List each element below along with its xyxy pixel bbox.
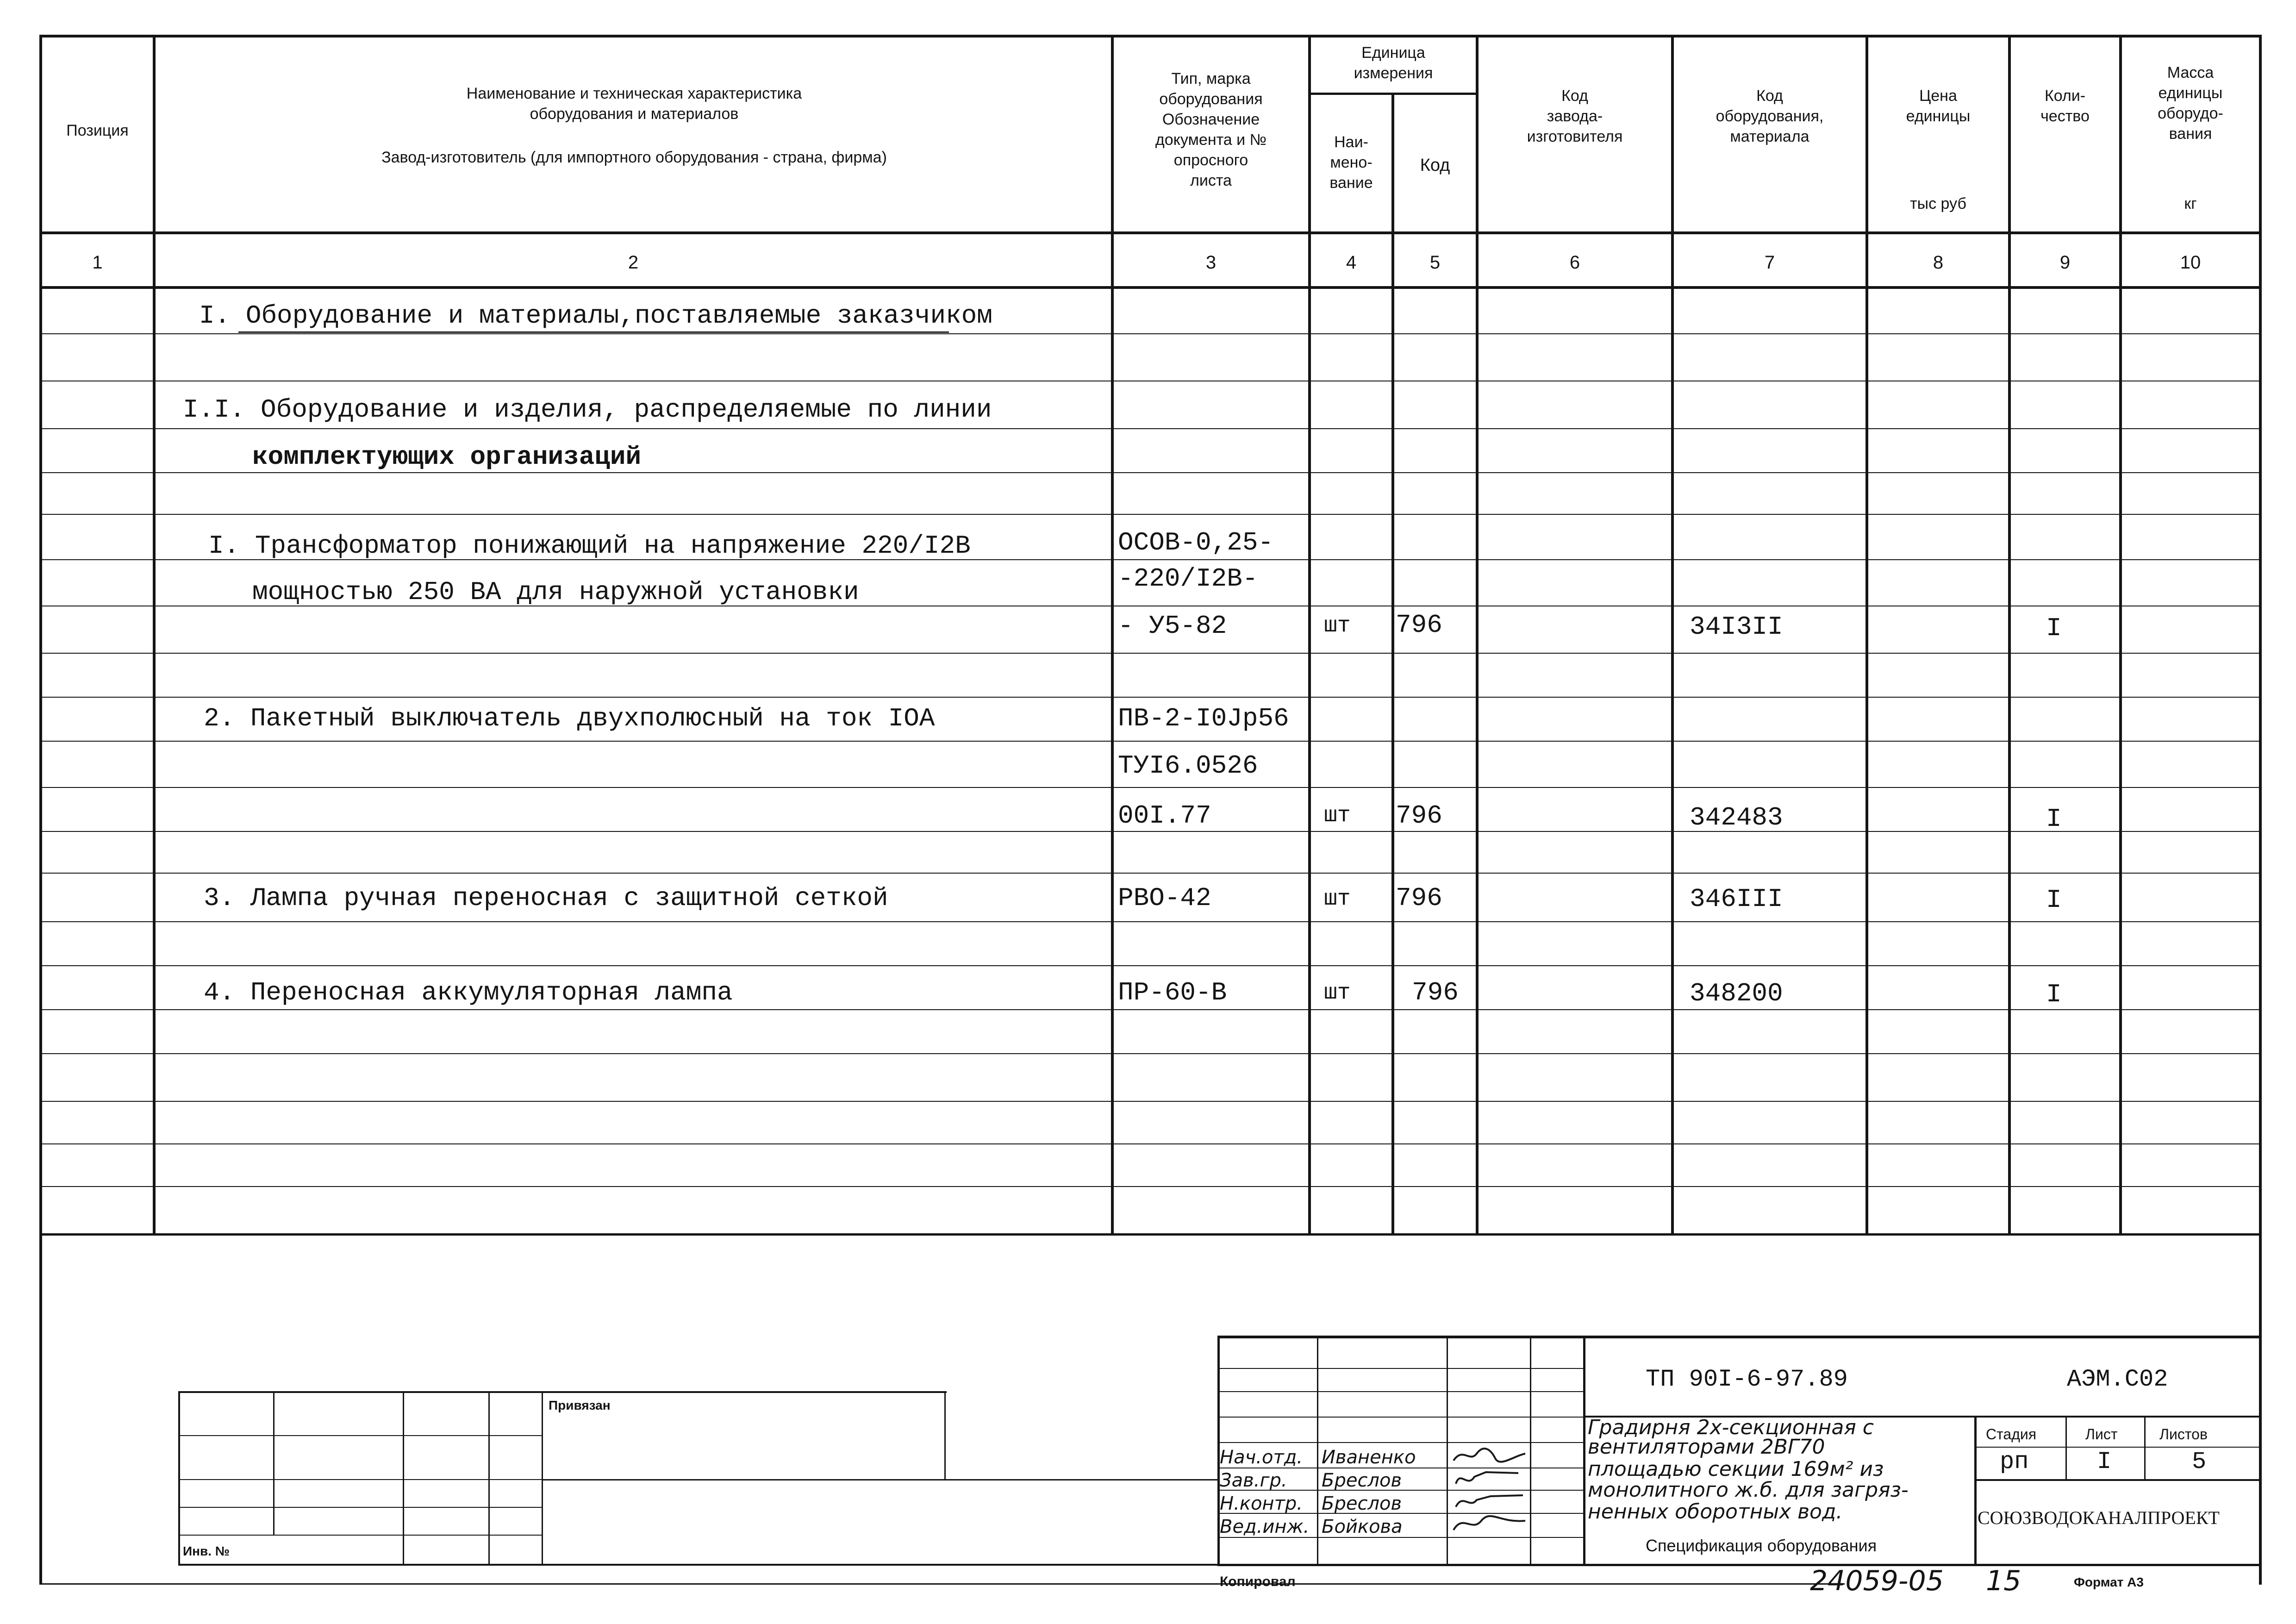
item-2-material-code: 342483: [1690, 803, 1783, 832]
header-material-code: Код оборудования, материала: [1716, 87, 1824, 145]
stamp-name-4: Бойкова: [1322, 1516, 1403, 1537]
col-number-3: 3: [1205, 252, 1217, 273]
item-4-unit: шт: [1324, 981, 1351, 1006]
stamp-name-2: Бреслов: [1322, 1470, 1402, 1491]
stamp-role-1: Нач.отд.: [1220, 1447, 1303, 1468]
stamp-privyazan-label: Привязан: [549, 1398, 611, 1412]
header-unit-group: Единица измерения: [1354, 44, 1433, 82]
stamp-title-line2: вентиляторами 2ВГ70: [1588, 1435, 1825, 1459]
item-3-name: 3. Лампа ручная переносная с защитной сеткой: [204, 883, 888, 913]
col-number-4: 4: [1346, 252, 1357, 273]
header-mass: Масса единицы оборудо- вания: [2158, 64, 2223, 143]
header-unit-name: Наи- мено- вание: [1329, 133, 1373, 192]
item-4-name: 4. Переносная аккумуляторная лампа: [204, 978, 733, 1007]
stamp-title-line5: ненных оборотных вод.: [1588, 1500, 1843, 1524]
stamp-role-4: Вед.инж.: [1220, 1516, 1310, 1537]
stamp-role-2: Зав.гр.: [1220, 1470, 1287, 1491]
stamp-document-subtitle: Спецификация оборудования: [1646, 1536, 1877, 1555]
item-3-material-code: 346III: [1690, 884, 1783, 914]
item-4-unit-code: 796: [1412, 978, 1459, 1007]
item-1-unit-code: 796: [1396, 610, 1442, 640]
stamp-inventory-label: Инв. №: [183, 1544, 230, 1558]
footer-document-number: 24059-05: [1810, 1565, 1944, 1597]
header-factory-code: Код завода- изготовителя: [1527, 87, 1623, 145]
col-number-6: 6: [1569, 252, 1580, 273]
item-3-type: РВО-42: [1118, 883, 1211, 913]
header-manufacturer: Завод-изготовитель (для импортного оборудования - страна, фирма): [381, 149, 887, 166]
stamp-sheets-value: 5: [2192, 1448, 2207, 1475]
header-position: Позиция: [66, 122, 129, 139]
stamp-sheet-header: Лист: [2085, 1426, 2118, 1443]
item-1-unit: шт: [1324, 613, 1351, 638]
col-number-8: 8: [1933, 252, 1944, 273]
section-1-title: I. Оборудование и материалы,поставляемые заказчиком: [199, 301, 992, 331]
header-price-unit: тыс руб: [1910, 195, 1966, 212]
item-2-name: 2. Пакетный выключатель двухполюсный на ток IOA: [204, 704, 935, 733]
col-number-1: 1: [92, 252, 103, 273]
stamp-role-3: Н.контр.: [1220, 1493, 1303, 1514]
stamp-title-line4: монолитного ж.б. для загряз-: [1588, 1478, 1909, 1502]
item-1-type-line2: -220/I2В-: [1118, 564, 1258, 593]
footer-copied-label: Копировал: [1220, 1574, 1296, 1589]
stamp-title-line1: Градирня 2х-секционная с: [1588, 1416, 1874, 1439]
item-1-quantity: I: [2046, 613, 2062, 643]
stamp-document-code: ТП 90I-6-97.89: [1646, 1366, 1848, 1393]
footer-page-number: 15: [1986, 1565, 2021, 1597]
item-3-quantity: I: [2046, 885, 2062, 915]
item-1-type-line1: ОСОВ-0,25-: [1118, 528, 1274, 557]
footer-format: Формат А3: [2074, 1575, 2144, 1589]
item-2-type-line2: ТУI6.0526: [1118, 751, 1258, 781]
stamp-sheets-header: Листов: [2159, 1426, 2208, 1443]
item-4-quantity: I: [2046, 980, 2062, 1009]
stamp-document-mark: АЭМ.С02: [2067, 1366, 2168, 1393]
col-number-7: 7: [1764, 252, 1775, 273]
section-1-underline: [238, 331, 949, 333]
section-1-1-title-line2: комплектующих организаций: [252, 442, 642, 472]
item-2-unit-code: 796: [1396, 801, 1442, 831]
item-4-material-code: 348200: [1690, 979, 1783, 1008]
item-2-quantity: I: [2046, 804, 2062, 834]
col-number-9: 9: [2059, 252, 2071, 273]
item-3-unit: шт: [1324, 887, 1351, 912]
item-2-type-line1: ПВ-2-I0Jp56: [1118, 704, 1289, 733]
section-1-1-title-line1: I.I. Оборудование и изделия, распределяемые по линии: [183, 395, 992, 425]
item-2-unit: шт: [1324, 803, 1351, 828]
col-number-2: 2: [628, 252, 639, 273]
stamp-stage-value: рп: [2000, 1448, 2029, 1475]
stamp-organization: СОЮЗВОДОКАНАЛПРОЕКТ: [1978, 1507, 2220, 1528]
item-1-name-line2: мощностью 250 ВА для наружной установки: [252, 577, 859, 607]
header-mass-unit: кг: [2184, 195, 2197, 212]
stamp-name-3: Бреслов: [1322, 1493, 1402, 1514]
header-price: Цена единицы: [1906, 87, 1971, 125]
stamp-sheet-value: I: [2097, 1448, 2112, 1475]
stamp-name-1: Иваненко: [1322, 1447, 1416, 1468]
signature-marks: [1449, 1444, 1530, 1537]
item-1-name-line1: I. Трансформатор понижающий на напряжение 220/I2В: [208, 531, 971, 561]
item-2-type-line3: 00I.77: [1118, 801, 1211, 831]
stamp-title-line3: площадью секции 169м² из: [1588, 1457, 1884, 1481]
stamp-stage-header: Стадия: [1986, 1426, 2037, 1443]
header-name: Наименование и техническая характеристика оборудования и материалов: [466, 85, 802, 123]
col-number-5: 5: [1429, 252, 1441, 273]
header-unit-code: Код: [1420, 156, 1450, 175]
item-3-unit-code: 796: [1396, 883, 1442, 913]
item-1-material-code: 34I3II: [1690, 612, 1783, 642]
item-1-type-line3: - У5-82: [1118, 611, 1227, 641]
header-type: Тип, марка оборудования Обозначение документа и № опросного листа: [1155, 70, 1267, 189]
header-quantity: Коли- чество: [2040, 87, 2090, 125]
item-4-type: ПР-60-В: [1118, 978, 1227, 1007]
col-number-10: 10: [2180, 252, 2201, 273]
